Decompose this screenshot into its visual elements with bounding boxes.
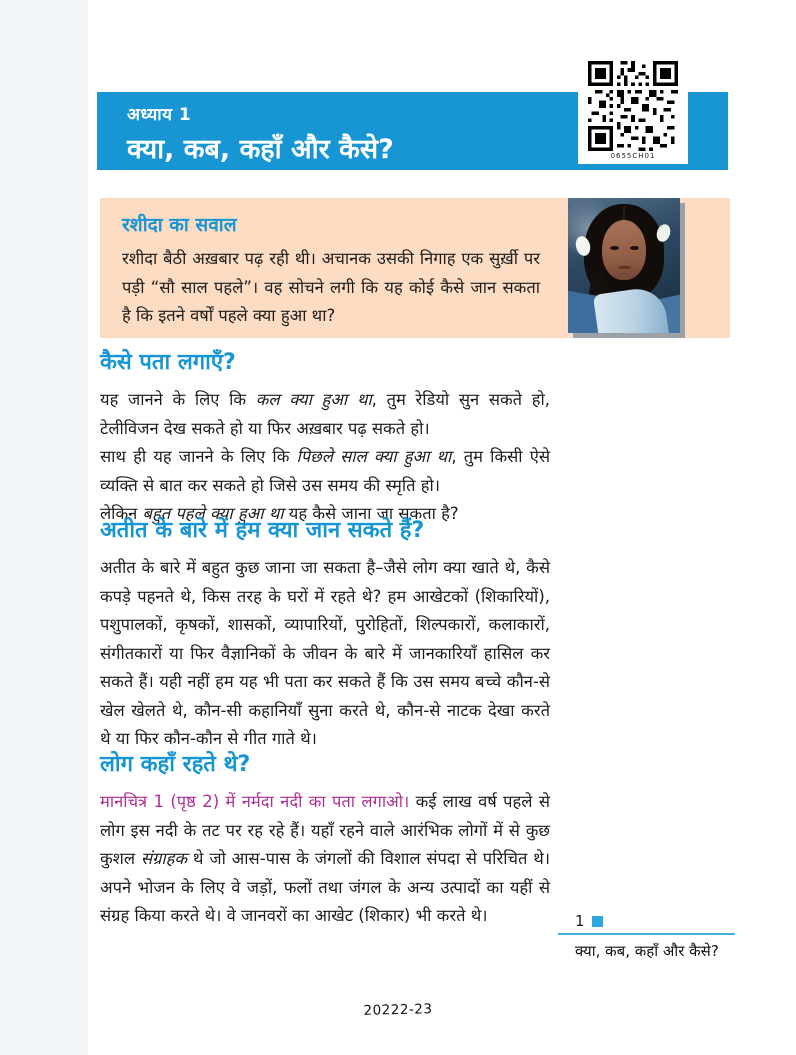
page-number-square-icon: [592, 916, 603, 927]
section-body: [100, 554, 550, 754]
section-how-to-find-out: [100, 346, 550, 529]
paragraph: [100, 788, 550, 931]
photo-scarf: [593, 285, 669, 333]
section-body: [100, 788, 550, 931]
section-heading: अतीत के बारे में हम क्या जान सकते हैं?: [100, 518, 425, 543]
photo-eye-right: [630, 246, 639, 250]
left-margin-stripe: [0, 0, 88, 1055]
text-run: साथ ही यह जानने के लिए कि: [100, 447, 297, 466]
page-marker: [558, 912, 735, 961]
rashida-box-heading: रशीदा का सवाल: [122, 214, 237, 236]
section-where-did-people-live: [100, 748, 550, 931]
text-run: थे जो आस-पास के जंगलों की विशाल संपदा से परिचित थे। अपने भोजन के लिए वे जड़ों, फलों तथा जंगल के अन्य उत्पादों का यहीं से संग्रह किया करते थे। वे जानवरों का आखेट (शिकार) भी करते थे।: [100, 849, 550, 925]
text-run: , तुम किसी ऐसे व्यक्ति से बात कर सकते हो जिसे उस समय की स्मृति हो।: [100, 447, 550, 495]
text-run-italic: बहुत पहले क्या हुआ था: [142, 504, 284, 523]
text-run-italic: कल क्या हुआ था: [255, 390, 372, 409]
section-what-can-we-know: [100, 514, 550, 754]
section-heading: कैसे पता लगाएँ?: [100, 350, 236, 375]
text-run: , तुम रेडियो सुन सकते हो, टेलीविजन देख सकते हो या फिर अख़बार पढ़ सकते हो।: [100, 390, 550, 438]
schoolgirl-photo: [568, 198, 680, 333]
text-run: यह कैसे जाना जा सकता है?: [283, 504, 459, 523]
text-run: कई लाख वर्ष पहले से लोग इस नदी के तट पर रह रहे हैं। यहाँ रहने वाले आरंभिक लोगों में से कुछ कुशल: [100, 792, 550, 868]
page-number-row: [558, 912, 735, 930]
text-run-italic: पिछले साल क्या हुआ था: [296, 447, 452, 466]
qr-code-box: [578, 56, 688, 164]
chapter-number-label: अध्याय 1: [127, 105, 192, 125]
qr-code-label: 0655CH01: [610, 152, 656, 160]
paragraph: अतीत के बारे में बहुत कुछ जाना जा सकता है–जैसे लोग क्या खाते थे, कैसे कपड़े पहनते थे, किस तरह के घरों में रहते थे? हम आखेटकों (शिकारियों), पशुपालकों, कृषकों, शासकों, व्यापारियों, पुरोहितों, शिल्पकारों, कलाकारों, संगीतकारों या फिर वैज्ञानिकों के जीवन के बारे में जानकारियाँ हासिल कर सकते हैं। यही नहीं हम यह भी पता कर सकते हैं कि उस समय बच्चे कौन-से खेल खेलते थे, कौन-सी कहानियाँ सुना करते थे, कौन-से नाटक देखा करते थे या फिर कौन-कौन से गीत गाते थे।: [100, 558, 550, 748]
rashida-box-text: रशीदा बैठी अख़बार पढ़ रही थी। अचानक उसकी निगाह एक सुर्ख़ी पर पड़ी “सौ साल पहले”। वह सोचने लगी कि यह कोई कैसे जान सकता है कि इतने वर्षों पहले क्या हुआ था?: [122, 249, 540, 325]
text-run: यह जानने के लिए कि: [100, 390, 256, 409]
section-heading: लोग कहाँ रहते थे?: [100, 752, 251, 777]
map-activity-text: मानचित्र 1 (पृष्ठ 2) में नर्मदा नदी का पता लगाओ।: [100, 792, 410, 811]
paragraph: [100, 386, 550, 443]
page-number: 1: [575, 912, 585, 930]
running-title: क्या, कब, कहाँ और कैसे?: [575, 942, 719, 960]
chapter-title: क्या, कब, कहाँ और कैसे?: [127, 134, 394, 165]
photo-eye-left: [610, 246, 619, 250]
qr-code-icon: [588, 61, 678, 151]
text-run-italic: संग्राहक: [140, 849, 188, 868]
photo-mouth: [618, 266, 631, 269]
page-rule-divider: [558, 933, 735, 935]
text-run: लेकिन: [100, 504, 143, 523]
paragraph: [100, 443, 550, 500]
photo-face: [602, 220, 646, 280]
section-body: [100, 386, 550, 529]
edition-watermark: 20222-23: [363, 1001, 433, 1019]
